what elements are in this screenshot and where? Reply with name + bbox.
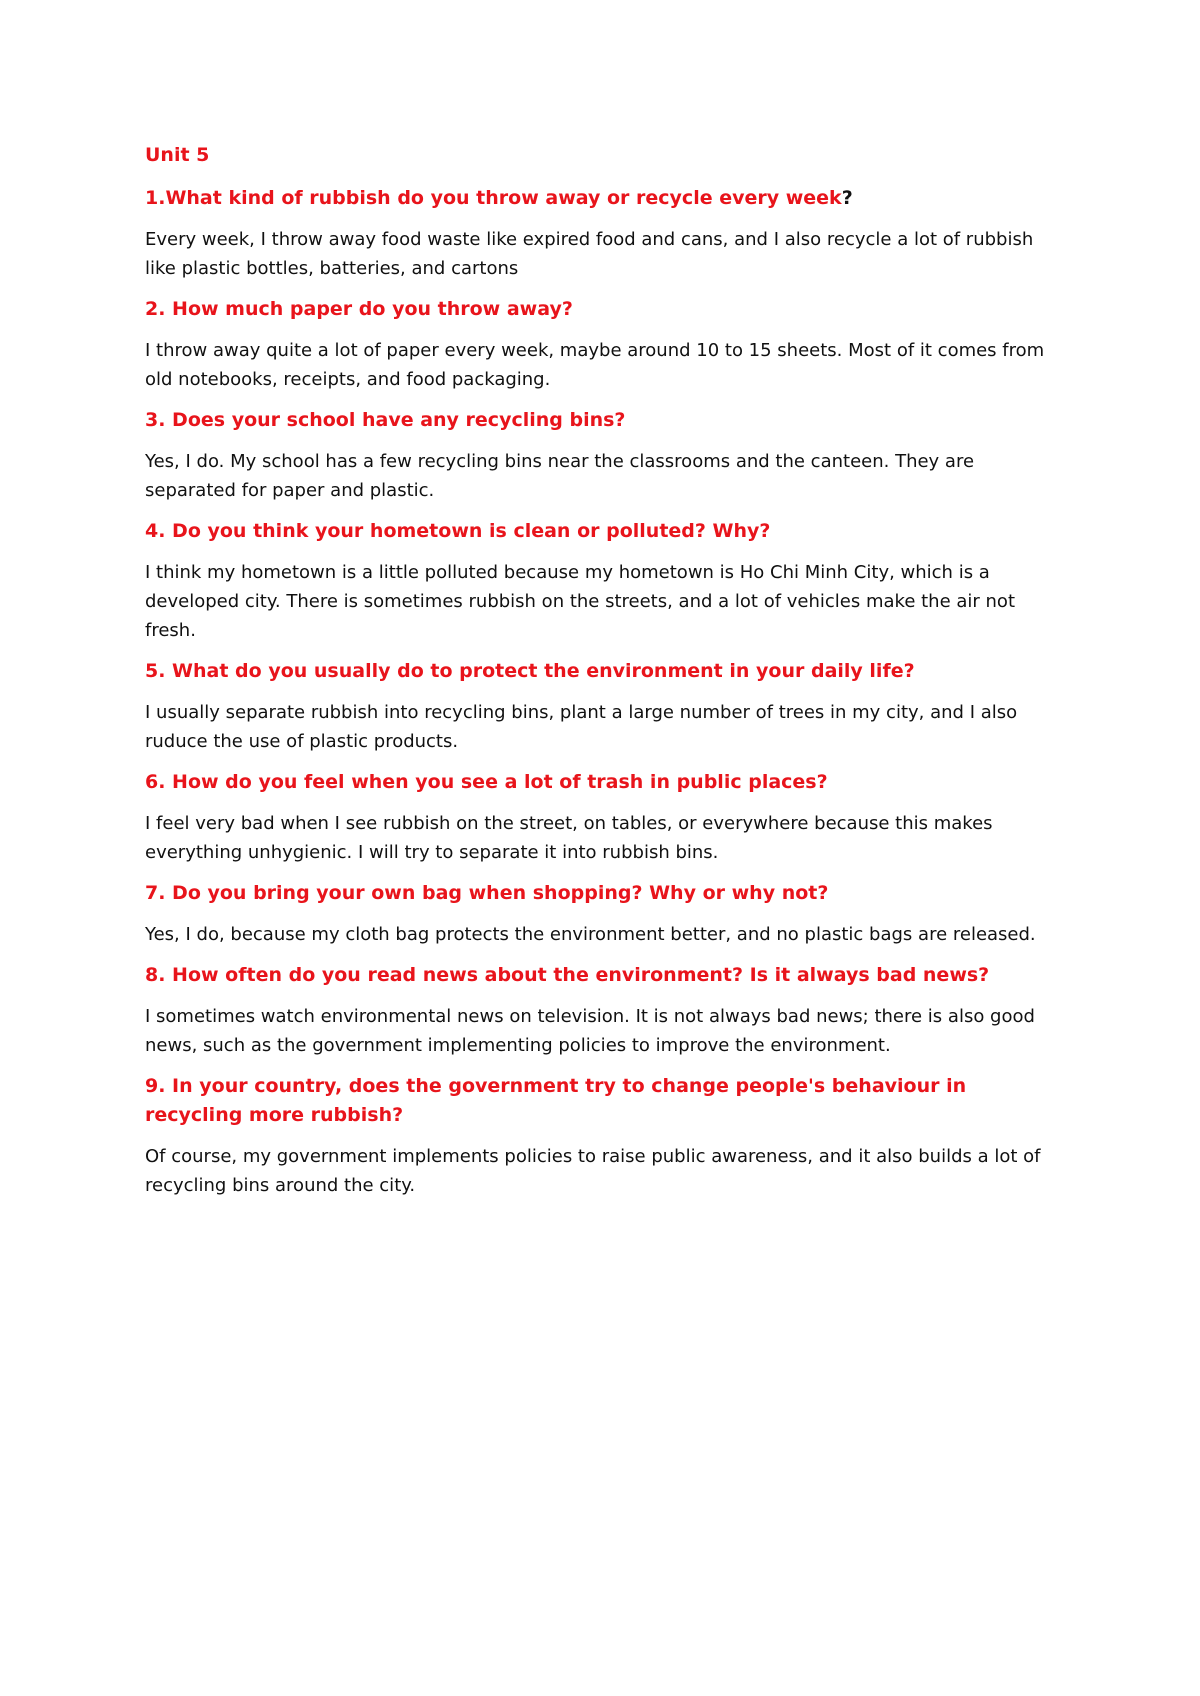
answer-8: I sometimes watch environmental news on television. It is not always bad news; there is also good news, such as the government implementing policies to improve the environment. <box>145 1006 1035 1056</box>
qa-item-6 <box>145 768 1055 867</box>
qa-item-4 <box>145 517 1055 645</box>
question-5: 5. What do you usually do to protect the environment in your daily life? <box>145 660 915 682</box>
answer-7: Yes, I do, because my cloth bag protects the environment better, and no plastic bags are released. <box>145 924 1036 945</box>
answer-1: Every week, I throw away food waste like expired food and cans, and I also recycle a lot of rubbish like plastic bottles, batteries, and cartons <box>145 229 1034 279</box>
qa-item-5 <box>145 657 1055 756</box>
answer-4: I think my hometown is a little polluted because my hometown is Ho Chi Minh City, which is a developed city. There is sometimes rubbish on the streets, and a lot of vehicles make the air not fresh. <box>145 562 1016 641</box>
qa-item-1 <box>145 184 1055 283</box>
question-2: 2. How much paper do you throw away? <box>145 298 573 320</box>
unit-title: Unit 5 <box>145 144 210 166</box>
question-8: 8. How often do you read news about the environment? Is it always bad news? <box>145 964 990 986</box>
qa-item-9 <box>145 1072 1055 1200</box>
question-7: 7. Do you bring your own bag when shopping? Why or why not? <box>145 882 829 904</box>
qa-item-7 <box>145 879 1055 949</box>
question-6: 6. How do you feel when you see a lot of trash in public places? <box>145 771 828 793</box>
question-1 <box>145 184 1055 213</box>
document-page <box>145 140 1055 1212</box>
question-4: 4. Do you think your hometown is clean or polluted? Why? <box>145 520 771 542</box>
question-1-text: 1.What kind of rubbish do you throw away or recycle every week <box>145 187 842 209</box>
answer-2: I throw away quite a lot of paper every week, maybe around 10 to 15 sheets. Most of it comes from old notebooks, receipts, and food packaging. <box>145 340 1045 390</box>
question-3: 3. Does your school have any recycling bins? <box>145 409 626 431</box>
answer-5: I usually separate rubbish into recycling bins, plant a large number of trees in my city, and I also ruduce the use of plastic products. <box>145 702 1018 752</box>
answer-6: I feel very bad when I see rubbish on the street, on tables, or everywhere because this makes everything unhygienic. I will try to separate it into rubbish bins. <box>145 813 993 863</box>
question-1-end: ? <box>841 187 853 209</box>
qa-item-3 <box>145 406 1055 505</box>
answer-3: Yes, I do. My school has a few recycling bins near the classrooms and the canteen. They are separated for paper and plastic. <box>145 451 975 501</box>
qa-item-8 <box>145 961 1055 1060</box>
answer-9: Of course, my government implements policies to raise public awareness, and it also builds a lot of recycling bins around the city. <box>145 1146 1041 1196</box>
qa-item-2 <box>145 295 1055 394</box>
question-9: 9. In your country, does the government try to change people's behaviour in recycling more rubbish? <box>145 1075 967 1126</box>
